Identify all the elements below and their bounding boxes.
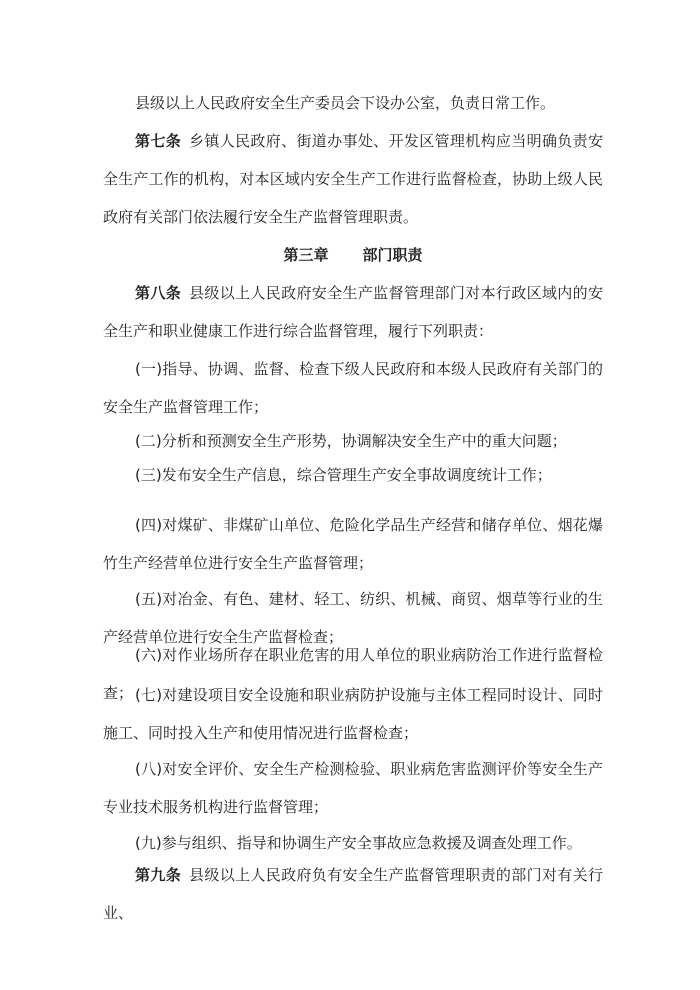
article-9-label: 第九条 — [135, 866, 182, 884]
article-9-text: 县级以上人民政府负有安全生产监督管理职责的部门对有关行业、 — [103, 866, 603, 922]
article-8 — [103, 274, 603, 350]
chapter-heading — [103, 236, 603, 274]
list-item: (四)对煤矿、非煤矿山单位、危险化学品生产经营和储存单位、烟花爆竹生产经营单位进行安全生产监督管理； — [103, 516, 603, 572]
chapter-title: 部门职责 — [362, 246, 423, 264]
chapter-number: 第三章 — [283, 246, 329, 264]
list-item: (七)对建设项目安全设施和职业病防护设施与主体工程同时设计、同时施工、同时投入生产和使用情况进行监督检查； — [103, 686, 603, 742]
article-7-label: 第七条 — [135, 132, 182, 150]
article-7-text: 乡镇人民政府、街道办事处、开发区管理机构应当明确负责安全生产工作的机构，对本区域内安全生产工作进行监督检查，协助上级人民政府有关部门依法履行安全生产监督管理职责。 — [103, 132, 603, 226]
list-item: (三)发布安全生产信息，综合管理生产安全事故调度统计工作； — [135, 466, 552, 484]
list-item: (八)对安全评价、安全生产检测检验、职业病危害监测评价等安全生产专业技术服务机构进行监督管理； — [103, 760, 603, 816]
list-item: (九)参与组织、指导和协调生产安全事故应急救援及调查处理工作。 — [135, 834, 582, 852]
article-7 — [103, 122, 603, 236]
list-item: (二)分析和预测安全生产形势，协调解决安全生产中的重大问题； — [135, 432, 567, 450]
list-item: (五)对冶金、有色、建材、轻工、纺织、机械、商贸、烟草等行业的生产经营单位进行安全生产监督检查； — [103, 590, 603, 646]
paragraph-office: 县级以上人民政府安全生产委员会下设办公室，负责日常工作。 — [135, 94, 556, 112]
list-item: (一)指导、协调、监督、检查下级人民政府和本级人民政府有关部门的安全生产监督管理工作； — [103, 360, 603, 416]
article-8-label: 第八条 — [135, 284, 182, 302]
article-8-text: 县级以上人民政府安全生产监督管理部门对本行政区域内的安全生产和职业健康工作进行综合监督管理，履行下列职责： — [103, 284, 603, 340]
list-item: (六)对作业场所存在职业危害的用人单位的职业病防治工作进行监督检查； — [103, 646, 603, 702]
article-9 — [103, 856, 603, 932]
